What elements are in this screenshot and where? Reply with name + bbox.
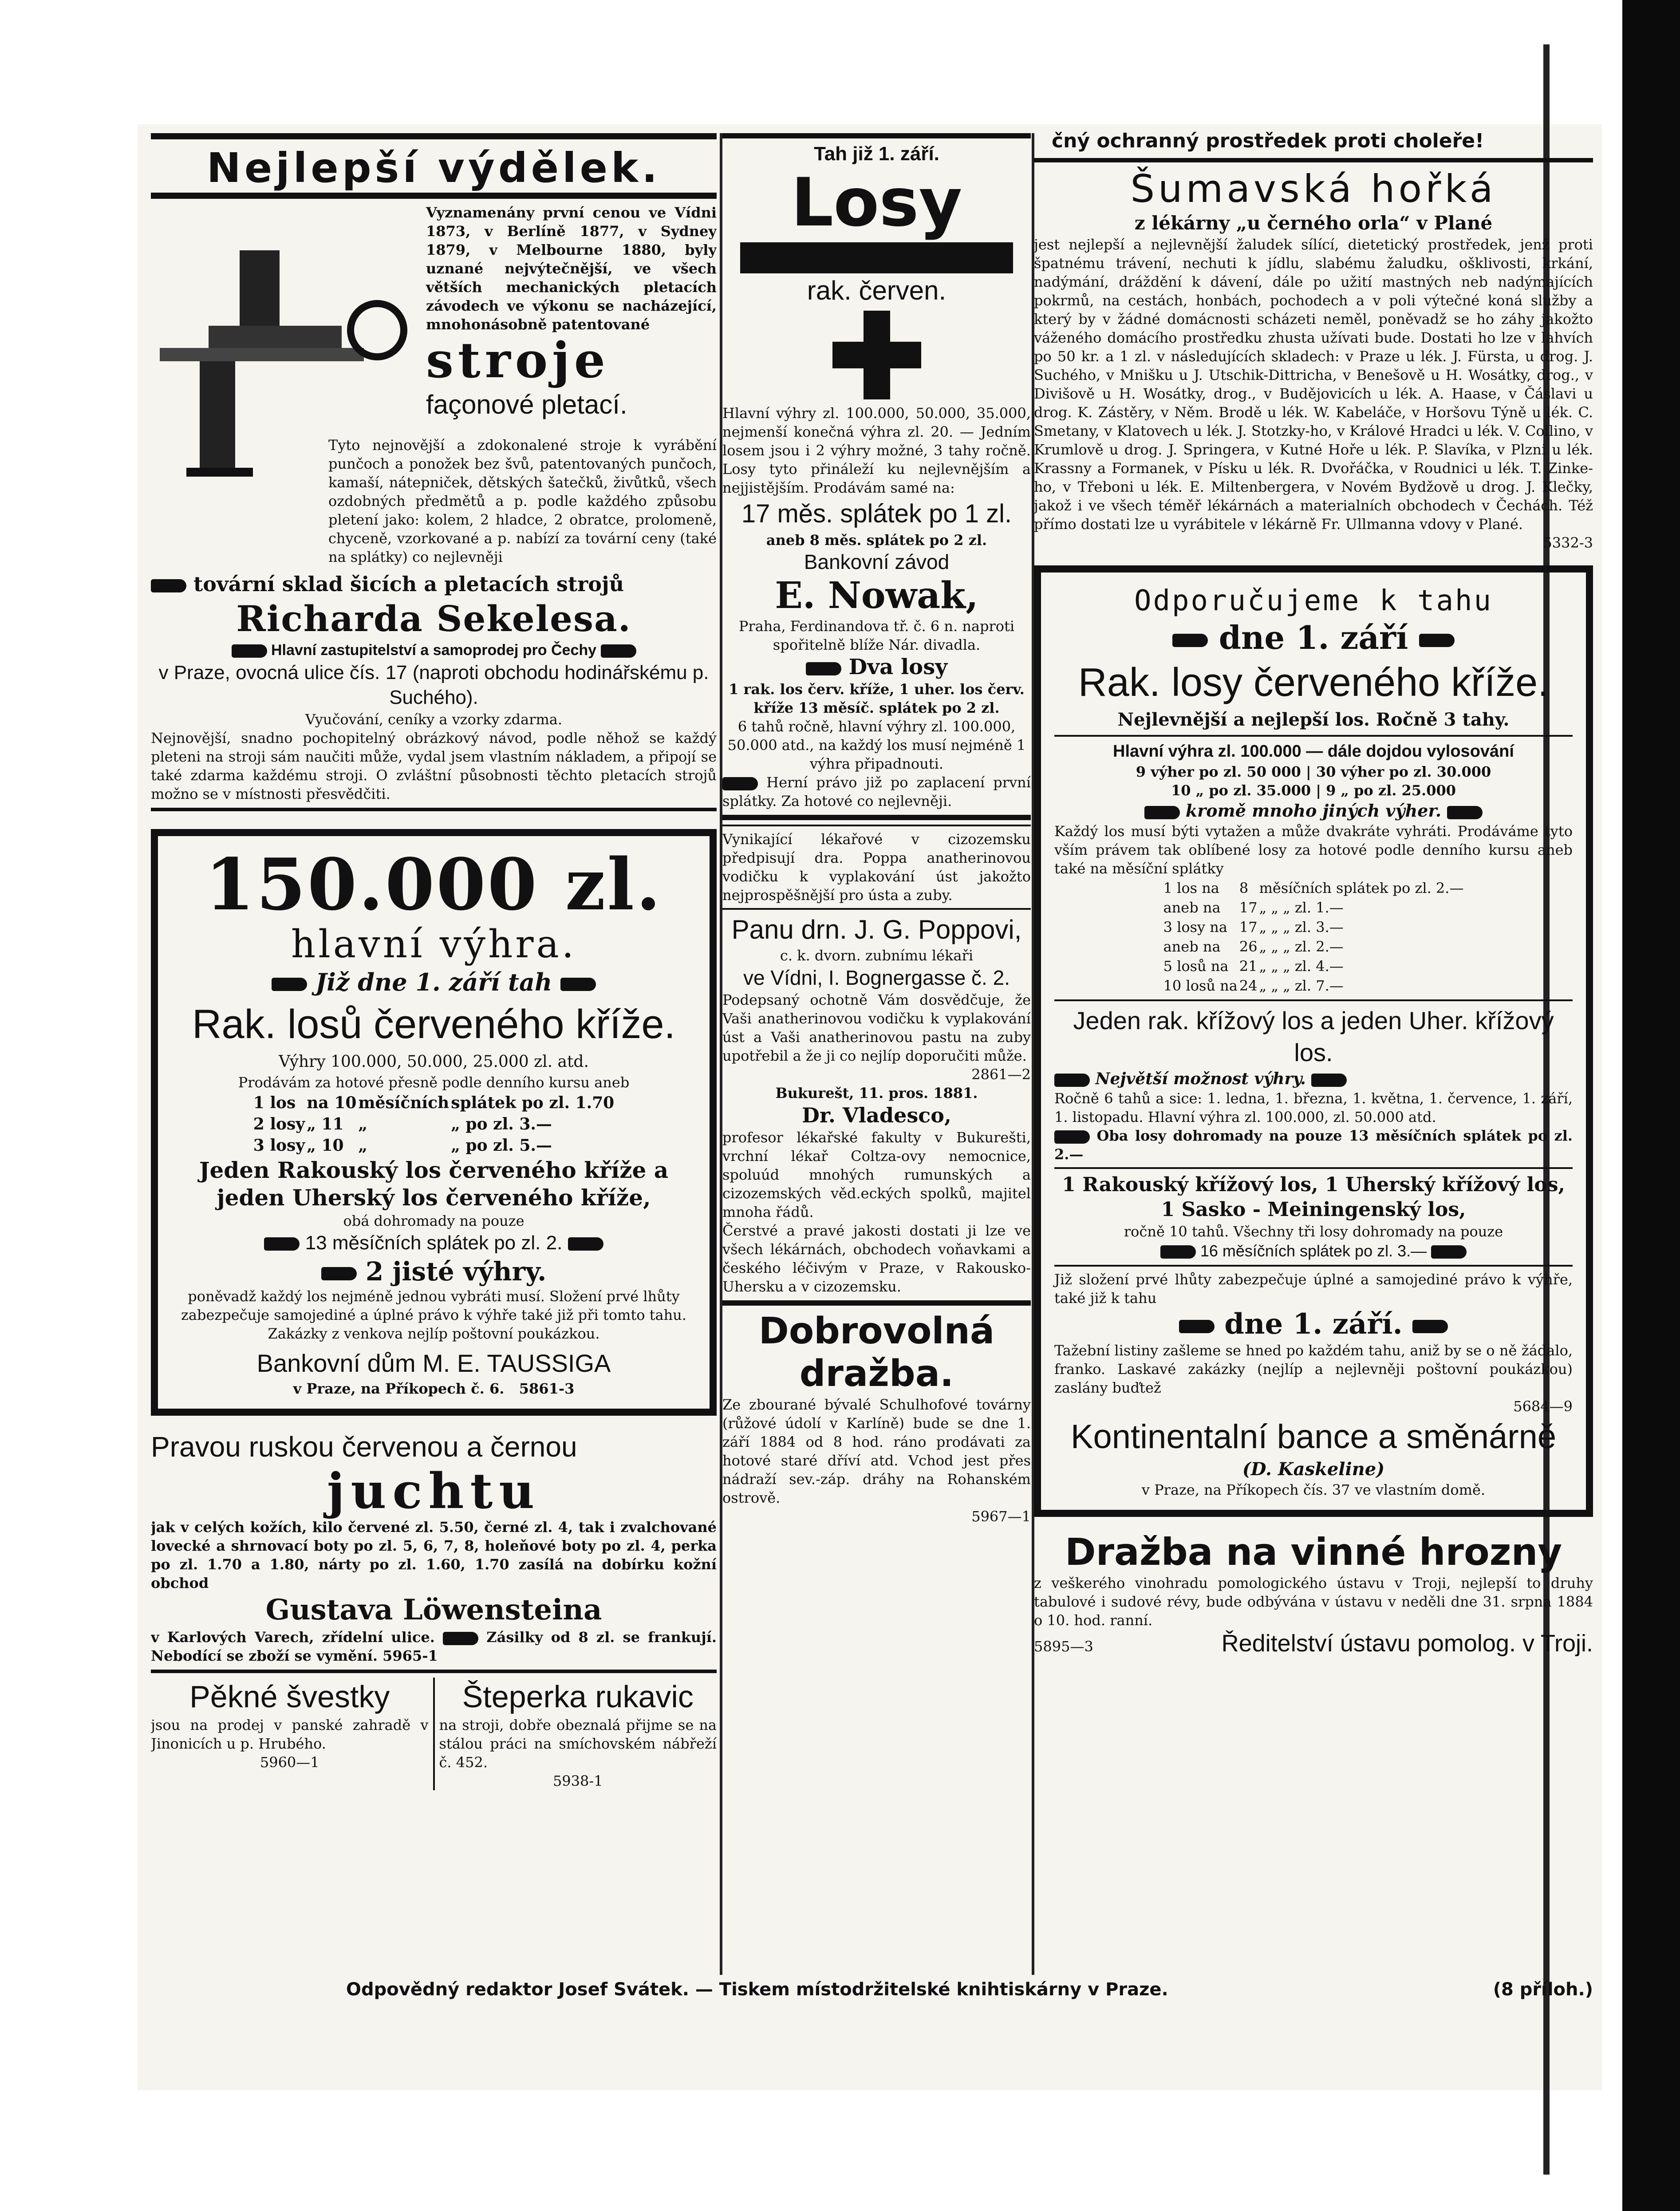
ad-sub: z lékárny „u černého orla“ v Plané: [1134, 212, 1493, 234]
pointing-hand-icon: [443, 1632, 478, 1645]
ad-code: 5960—1: [260, 1754, 319, 1771]
pointing-hand-icon: [1179, 1320, 1215, 1333]
pointing-hand-icon: [151, 579, 186, 592]
ad-code: 5332-3: [1543, 534, 1593, 551]
ad-sub: façonové pletací.: [426, 390, 627, 419]
ad-date: Již dne 1. září tah: [315, 968, 552, 996]
ad-teach: Vyučování, ceníky a vzorky zdarma.: [305, 711, 563, 728]
divider: [151, 193, 717, 199]
ad-body2: 6 tahů ročně, hlavní výhry zl. 100.000, 50.000 atd., na každý los musí nejméně 1 výhra připadnouti.: [727, 718, 1026, 772]
ad-svestky: [151, 1678, 435, 1790]
ad-factory: tovární sklad šicích a pletacích strojů: [193, 572, 624, 596]
ad-body2: Nejnovější, snadno pochopitelný obrázkový návod, podle něhož se každý pleteni na stroji sám naučiti může, vydal jsem vlastním nákladem, a připojí se také zdarma každému stroji. O zvláštní působnosti těchto pletacích strojů možno se v místnosti přesvědčiti.: [151, 730, 717, 802]
pointing-hand-icon: [806, 662, 841, 675]
divider: [722, 133, 1031, 138]
ad-three: 1 Rakouský křížový los, 1 Uherský křížový los, 1 Sasko - Meiningenský los,: [1062, 1173, 1565, 1221]
ad-body: jest nejlepší a nejlevnější žaludek sílící, dietetický prostředek, jenž proti špatnému trávení, nechuti k jídlu, slabému žaludku, ošklivosti, krkání, nadýmání, dráždění k dávení, dále po užití mastných neb nadýmajících pokrmů, na cestách, honbách, pochodech a v poli výtečné koná služby a který by v žádné domácnosti scházeti neměl, poněvadž se ho záhy jakožto váženého domácího prostředku zhusta užívati bude. Dostati ho lze v lahvích po 50 kr. a 1 zl. v následujících skladech: v Praze u lék. J. Fürsta, u drog. J. Suchého, v Mnišku u J. Utschik-Dittricha, v Benešově u H. Wosátky, drog., v Divišově u H. Wosátky, drog., v Budějovicích u lék. A. Haase, v Čáslavi u drog. K. Zástěry, v Něm. Brodě u lék. W. Kabeláče, v Horšovu Týně u lék. C. Smetany, v Klatovech u lék. J. Stotzky-ho, v Králové Hradci u lék. V. Collino, v Krumlově u drog. J. Springera, v Kutné Hoře u lék. P. Slavíka, v Plzni u lék. Krassny a Formanek, v Písku u lék. R. Dvořáčka, v Roudnici u lék. T. Zinke-ho, v Třeboni u lék. E. Miltenbergera, v Novém Bydžově u drog. J. Klečky, jakož i ve všech téměř lékárnách a materialních obchodech v Čechách. Též přímo dostati lze u vyrábitele v lékárně Fr. Ullmanna vdovy v Plané.: [1034, 236, 1593, 533]
column-middle: [722, 129, 1031, 1979]
footer-text: Odpovědný redaktor Josef Svátek. — Tiskem místodržitelské knihtiskárny v Praze.: [346, 1979, 1168, 2000]
ad-body: jak v celých kožích, kilo červené zl. 5.50, černé zl. 4, tak i zvalchované lovecké a shrnovací boty po zl. 5, 6, 7, 8, holeňové boty po zl. 4, perka po zl. 1.70 a 1.80, nárty po zl. 1.60, 1.70 zasílá na dobírku kožní obchod: [151, 1519, 717, 1591]
ad-date: dne 1. září: [1219, 619, 1408, 656]
ad-title: Dražba na vinné hrozny: [1065, 1530, 1562, 1574]
ad-sure: 2 jisté výhry.: [365, 1256, 547, 1287]
ad-body4: Tažební listiny zašleme se hned po každém tahu, aniž by se o ně žádalo, franko. Laskavé zakázky (nejlíp a nejlevněji poštovní poukázkou) zaslány buďtež: [1054, 1342, 1573, 1396]
ad-date2: dne 1. září.: [1224, 1307, 1403, 1341]
divider: [1054, 999, 1573, 1001]
ad-more: kromě mnoho jiných výher.: [1185, 801, 1442, 821]
ad-title: Dobrovolná dražba.: [758, 1310, 995, 1395]
ad-note: poněvadž každý los nejméně jednou vybráti musí. Složení prvé lhůty zabezpečuje samojediné a úplné právo k výhře také již při tomto tahu. Zakázky z venkova nejlíp poštovní poukázkou.: [181, 1288, 686, 1342]
ad-three2: ročně 10 tahů. Všechny tři losy dohromady na pouze: [1124, 1223, 1503, 1240]
pointing-hand-icon: [264, 1237, 300, 1251]
pointing-hand-icon: [1311, 1074, 1347, 1087]
pointing-hand-icon: [321, 1267, 357, 1280]
ad-body4: Čerstvé a pravé jakosti dostati ji lze ve všech lékárnách, obchodech voňavkami a českého léčivým v Praze, v Rakousko-Uhersku a v cizozemsku.: [722, 1222, 1031, 1295]
ad-body: jsou na prodej v panské zahradě v Jinonicích u p. Hrubého.: [151, 1717, 429, 1752]
divider: [722, 1300, 1031, 1306]
ad-place: Bukurešt, 11. pros. 1881.: [775, 1085, 978, 1102]
pointing-hand-icon: [601, 644, 636, 658]
ad-w2: 10 „ po zl. 35.000 | 9 „ po zl. 25.000: [1171, 782, 1456, 799]
ad-word: Losy: [791, 164, 962, 241]
ad-bank: Kontinentalní bance a směnárně: [1070, 1418, 1557, 1456]
divider: [151, 808, 717, 811]
ad-pair: Jeden rak. křížový los a jeden Uher. křížový los.: [1073, 1007, 1554, 1066]
ad-title: Rak. losů červeného kříže.: [192, 1002, 676, 1047]
black-bar: [740, 242, 1013, 273]
ad-combo: Jeden Rakouský los červeného kříže a jeden Uherský los červeného kříže,: [199, 1157, 669, 1211]
ad-offer: Prodávám za hotové přesně podle denního kursu aneb: [238, 1074, 630, 1091]
ad-losy-nowak: [722, 143, 1031, 810]
ad-code: 5684—9: [1513, 1398, 1573, 1415]
ad-dr: Dr. Vladesco,: [802, 1103, 951, 1127]
ad-title: Pěkné švestky: [189, 1679, 390, 1714]
ad-address: Praha, Ferdinandova tř. č. 6 n. naproti spořitelně blíže Nár. divadla.: [738, 618, 1015, 653]
column-left: [151, 129, 717, 1979]
ad-sub: rak. červen.: [807, 276, 946, 305]
ad-main: Hlavní výhra zl. 100.000 — dále dojdou vylosování: [1113, 742, 1514, 761]
ad-three3: 16 měsíčních splátek po zl. 3.—: [1200, 1242, 1427, 1260]
ad-word: juchtu: [327, 1462, 541, 1520]
ad-juchta: [151, 1429, 717, 1665]
ad-title: Šumavská hořká: [1130, 167, 1497, 211]
ad-top: Tah již 1. září.: [814, 143, 939, 165]
ad-drazba: [722, 1310, 1031, 1526]
ad-pletaci-stroje: [151, 144, 717, 803]
ad-both: obá dohromady na pouze: [343, 1212, 525, 1229]
ad-body: Vynikající lékařové v cizozemsku předpisují dra. Poppa anatherinovou vodičku k vyplakování úst jakožto nejprospěšnější pro ústa a zuby.: [722, 831, 1031, 904]
ad-name: Gustava Löwensteina: [265, 1593, 602, 1627]
pointing-hand-icon: [1431, 1245, 1467, 1259]
divider: [722, 908, 1031, 910]
ad-word: stroje: [426, 332, 610, 389]
pointing-hand-icon: [722, 777, 758, 790]
ad-code: 2861—2: [971, 1066, 1031, 1083]
ad-body: na stroji, dobře obeznalá přijme se na stálou práci na smíchovském nábřeží č. 452.: [439, 1717, 717, 1771]
ad-body2: Podepsaný ochotně Vám dosvědčuje, že Vaši anatherinovou vodičku k vyplakování úst a Vaši anatherinovou pastu na zuby upotřebil a že ji co nejlíp doporučiti může.: [722, 991, 1031, 1064]
column-right: [1034, 129, 1593, 1979]
ad-body: z veškerého vinohradu pomologického ústavu v Troji, nejlepší to druhy tabulové i sudové révy, bude odbývána v ústavu v neděli dne 31. srpna 1884 o 10. hod. ranní.: [1034, 1575, 1593, 1629]
ad-role: c. k. dvorn. zubnímu lékaři: [780, 947, 974, 964]
pointing-hand-icon: [1054, 1074, 1090, 1087]
ad-best: Největší možnost výhry.: [1095, 1070, 1306, 1088]
ad-code: 5967—1: [971, 1508, 1031, 1525]
ad-top: čný ochranný prostředek proti choleře!: [1052, 130, 1484, 152]
ad-body3: Již složení prvé lhůty zabezpečuje úplné a samojediné právo k výhře, také již k tahu: [1054, 1271, 1573, 1307]
divider: [151, 1670, 717, 1673]
ad-company: Richarda Sekelesa.: [236, 598, 631, 640]
ad-address: ve Vídni, I. Bognergasse č. 2.: [743, 966, 1010, 989]
ad-code: 5895—3: [1034, 1638, 1093, 1655]
pointing-hand-icon: [1054, 1130, 1090, 1144]
ad-kontinentalni-banka: [1034, 565, 1593, 1517]
pointing-hand-icon: [1172, 634, 1208, 647]
pointing-hand-icon: [1160, 1245, 1196, 1259]
ad-inst: 13 měsíčních splátek po zl. 2.: [305, 1232, 563, 1254]
ad-body3: profesor lékařské fakulty v Bukurešti, vrchní lékař Coltza-ovy nemocnice, spoluúd mnohých rumunských a cizozemských věd.eckých spolků, majitel mnoha řádů.: [722, 1129, 1031, 1220]
divider: [1034, 158, 1593, 162]
ad-red-cross-lottery: [151, 829, 717, 1416]
ad-body: Hlavní výhry zl. 100.000, 50.000, 35.000, nejmenší konečná výhra zl. 20. — Jedním losem jsou i 2 výhry možné, 3 tahy ročně. Losy tyto přináleží ku nejlevnějším a nejjistějším. Prodávám samé na:: [722, 405, 1031, 496]
ad-body2: Ročně 6 tahů a sice: 1. ledna, 1. března, 1. května, 1. července, 1. září, 1. listopadu. Hlavní výhra zl. 100.000, zl. 50.000 atd.: [1054, 1090, 1573, 1125]
ad-body: Ze zbourané bývalé Schulhofové továrny (růžové údolí v Karlíně) bude se dne 1. září 1884 od 8 hod. ráno prodávati za hotové staré dříví atd. Vchod jest přes nádraží sev.-záp. dráhy na Rohanském ostrově.: [722, 1396, 1031, 1506]
ad-rep: Hlavní zastupitelství a samoprodej pro Čechy: [271, 642, 597, 659]
ad-sumavska-horka: [1034, 167, 1593, 552]
ad-title: Rak. losy červeného kříže.: [1078, 660, 1549, 705]
installment-table: 1 los na 10 měsíčních splátek po zl. 1.70 2 losy „ 11 „ „ po zl. 3.— 3 losy „ 10 „ „ po zl. 5.—: [253, 1094, 615, 1155]
ad-popp: [722, 830, 1031, 1296]
pointing-hand-icon: [1419, 634, 1455, 647]
ad-title: Šteperka rukavic: [462, 1679, 694, 1714]
ad-inst: 17 měs. splátek po 1 zl.: [741, 499, 1012, 528]
ad-head: Odporučujeme k tahu: [1134, 584, 1493, 617]
ad-address: v Praze, ovocná ulice čís. 17 (naproti obchodu hodinářskému p. Suchého).: [158, 662, 709, 708]
ad-body: Tyto nejnovější a zdokonalené stroje k vyrábění punčoch a ponožek bez švů, patentovaných punčoch, kamaší, nátepniček, dětských šatečků, živůtků, všech ozdobných předmětů a p. podle každého způsobu pletení jako: kolem, 2 hladce, 2 obratce, prolomeně, chyceně, vzorkované a p. nabízí za tovární ceny (také na splátky) co nejlevněji: [328, 437, 717, 565]
divider: [1054, 735, 1573, 737]
ad-alt: aneb 8 měs. splátek po 2 zl.: [766, 532, 987, 549]
ad-vinne-hrozny: [1034, 1530, 1593, 1657]
scan-border: [1622, 0, 1680, 2211]
ad-name: E. Nowak,: [775, 574, 978, 617]
ad-name: Panu drn. J. G. Poppovi,: [731, 915, 1022, 944]
pointing-hand-icon: [1412, 1320, 1448, 1333]
ad-intro: Vyznamenány první cenou ve Vídni 1873, v Berlíně 1877, v Sydney 1879, v Melbourne 1880, byly uznané nejvýtečnější, ve všech větších mechanických pletacích závodech ve výkonu se nacházející, mnohonásobně patentované: [426, 204, 717, 333]
ad-bz: Bankovní závod: [804, 550, 950, 573]
ad-ship: Zásilky od 8 zl. se frankují. Nebodící se zboží se vymění.: [151, 1629, 717, 1664]
ad-address: v Karlových Varech, zřídelní ulice.: [151, 1629, 435, 1646]
ad-code: 5965-1: [383, 1647, 438, 1664]
red-cross-icon: [832, 311, 921, 399]
pointing-hand-icon: [232, 644, 267, 658]
pointing-hand-icon: [272, 978, 307, 991]
ad-two2: 1 rak. los červ. kříže, 1 uher. los červ. kříže 13 měsíč. splátek po 2 zl.: [729, 681, 1025, 716]
ad-two: Dva losy: [848, 655, 948, 679]
ad-main: hlavní výhra.: [291, 922, 577, 967]
pointing-hand-icon: [560, 978, 596, 991]
divider: [722, 825, 1031, 826]
ad-bank-address: v Praze, na Příkopech č. 6.: [293, 1380, 505, 1397]
ad-w1: 9 výher po zl. 50 000 | 30 výher po zl. 30.000: [1136, 763, 1491, 780]
divider: [722, 815, 1031, 820]
ad-wins: Výhry 100.000, 50.000, 25.000 zl. atd.: [279, 1053, 589, 1071]
knitting-machine-illustration: [151, 241, 417, 481]
divider: [1054, 1265, 1573, 1267]
ad-cheap: Nejlevnější a nejlepší los. Ročně 3 tahy.: [1117, 709, 1510, 730]
pointing-hand-icon: [1447, 806, 1483, 819]
ad-amount: 150.000 zl.: [205, 843, 663, 926]
divider: [151, 133, 717, 139]
small-ads-row: [151, 1678, 717, 1790]
installment-table: 1 los na 8 měsíčních splátek po zl. 2.— aneb na 17 „ „ „ zl. 1.— 3 losy na 17 „ „ „ zl. 3.— aneb na 26 „ „ „ zl. 2.— 5 losů na 21 „ „ „ zl. 4.— 10 losů na 24 „ „ „ zl. 7.—: [1163, 880, 1464, 994]
ad-owner: (D. Kaskeline): [1242, 1459, 1385, 1480]
page-footer: [346, 1979, 1593, 2000]
divider: [1054, 1167, 1573, 1169]
ad-sign: Ředitelství ústavu pomolog. v Troji.: [1221, 1630, 1593, 1657]
footer-extra: (8 příloh.): [1493, 1979, 1593, 2000]
ad-steperka: [439, 1678, 717, 1790]
ad-play: Herní právo již po zaplacení první splátky. Za hotové co nejlevněji.: [722, 774, 1031, 809]
pointing-hand-icon: [1144, 806, 1180, 819]
ad-code: 5861-3: [519, 1380, 575, 1397]
ad-both: Oba losy dohromady na pouze 13 měsíčních splátek po zl. 2.—: [1054, 1127, 1573, 1163]
ad-title: Nejlepší výdělek.: [206, 144, 661, 192]
ad-head: Pravou ruskou červenou a černou: [151, 1431, 577, 1463]
ad-body: Každý los musí býti vytažen a může dvakráte vyhráti. Prodáváme tyto vším právem tak oblíbené losy za hotové podle denního kursu aneb také na měsíční splátky: [1054, 823, 1573, 877]
ad-address: v Praze, na Příkopech čís. 37 ve vlastním domě.: [1141, 1481, 1486, 1498]
pointing-hand-icon: [568, 1237, 603, 1251]
ad-bank: Bankovní dům M. E. TAUSSIGA: [256, 1349, 611, 1377]
ad-code: 5938-1: [552, 1773, 603, 1789]
